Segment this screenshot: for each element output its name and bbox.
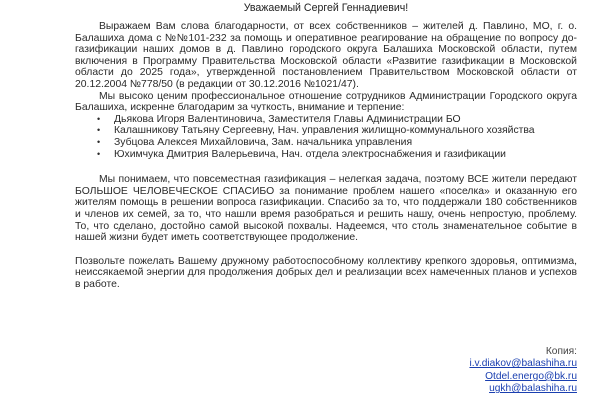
list-item: [75, 149, 577, 161]
bullet-icon: •: [97, 125, 101, 136]
bullet-icon: •: [97, 136, 101, 147]
person-name: Дьякова Игоря Валентиновича, Заместителя Главы Администрации БО: [114, 113, 461, 125]
person-name: Юхимчука Дмитрия Валерьевича, Нач. отдела электроснабжения и газификации: [114, 148, 506, 160]
list-item: [75, 125, 577, 137]
thanked-persons-list: [75, 114, 577, 160]
list-item: [75, 114, 577, 126]
letter-page: [75, 0, 577, 290]
copy-label: Копия:: [545, 346, 577, 357]
list-item: [75, 137, 577, 149]
paragraph-thanks: Мы понимаем, что повсеместная газификация – нелегкая задача, поэтому ВСЕ жители передают БОЛЬШОЕ ЧЕЛОВЕЧЕСКОЕ СПАСИБО за понимание проблем нашего «поселка» и оказанную его жителям помощь в решении вопроса газификации. Спасибо за то, что поддержали 180 собственников и членов их семей, за то, что нашли время разобраться и решить нашу, очень непростую, проблему. То, что сделано, достойно самой высокой похвалы. Надеемся, что столь знаменательное событие в нашей жизни будет иметь соответствующее продолжение.: [75, 174, 577, 244]
person-name: Зубцова Алексея Михайловича, Зам. начальника управления: [114, 136, 413, 148]
salutation: Уважаемый Сергей Геннадиевич!: [243, 2, 409, 14]
email-link-ugkh[interactable]: ugkh@balashiha.ru: [489, 383, 577, 395]
email-link-diakov[interactable]: i.v.diakov@balashiha.ru: [469, 358, 577, 370]
copy-recipients: [469, 346, 577, 396]
email-link-energo[interactable]: Otdel.energo@bk.ru: [485, 370, 577, 382]
paragraph-gratitude: Выражаем Вам слова благодарности, от всех собственников – жителей д. Павлино, МО, г. о. Балашиха дома с №№101-232 за помощь и оперативное реагирование на обращение по вопросу до-газификации наших домов в д. Павлино городского округа Балашиха Московской области, путем включения в Программу Правительства Московской области «Развитие газификации в Московской области до 2025 года», утвержденной постановлением Правительством Московской области от 20.12.2004 №778/50 (в редакции от 30.12.2016 №1021/47).: [75, 21, 577, 90]
paragraph-appreciation: Мы высоко ценим профессиональное отношение сотрудников Администрации Городского округа Балашиха, искренне благодарим за чуткость, внимание и терпение:: [75, 90, 577, 114]
person-name: Калашникову Татьяну Сергеевну, Нач. управления жилищно-коммунального хозяйства: [114, 125, 535, 137]
bullet-icon: •: [97, 113, 101, 124]
paragraph-wishes: Позвольте пожелать Вашему дружному работоспособному коллективу крепкого здоровья, оптимизма, неиссякаемой энергии для продолжения добрых дел и реализации всех намеченных планов и успехов в работе.: [75, 255, 577, 290]
bullet-icon: •: [97, 148, 101, 159]
